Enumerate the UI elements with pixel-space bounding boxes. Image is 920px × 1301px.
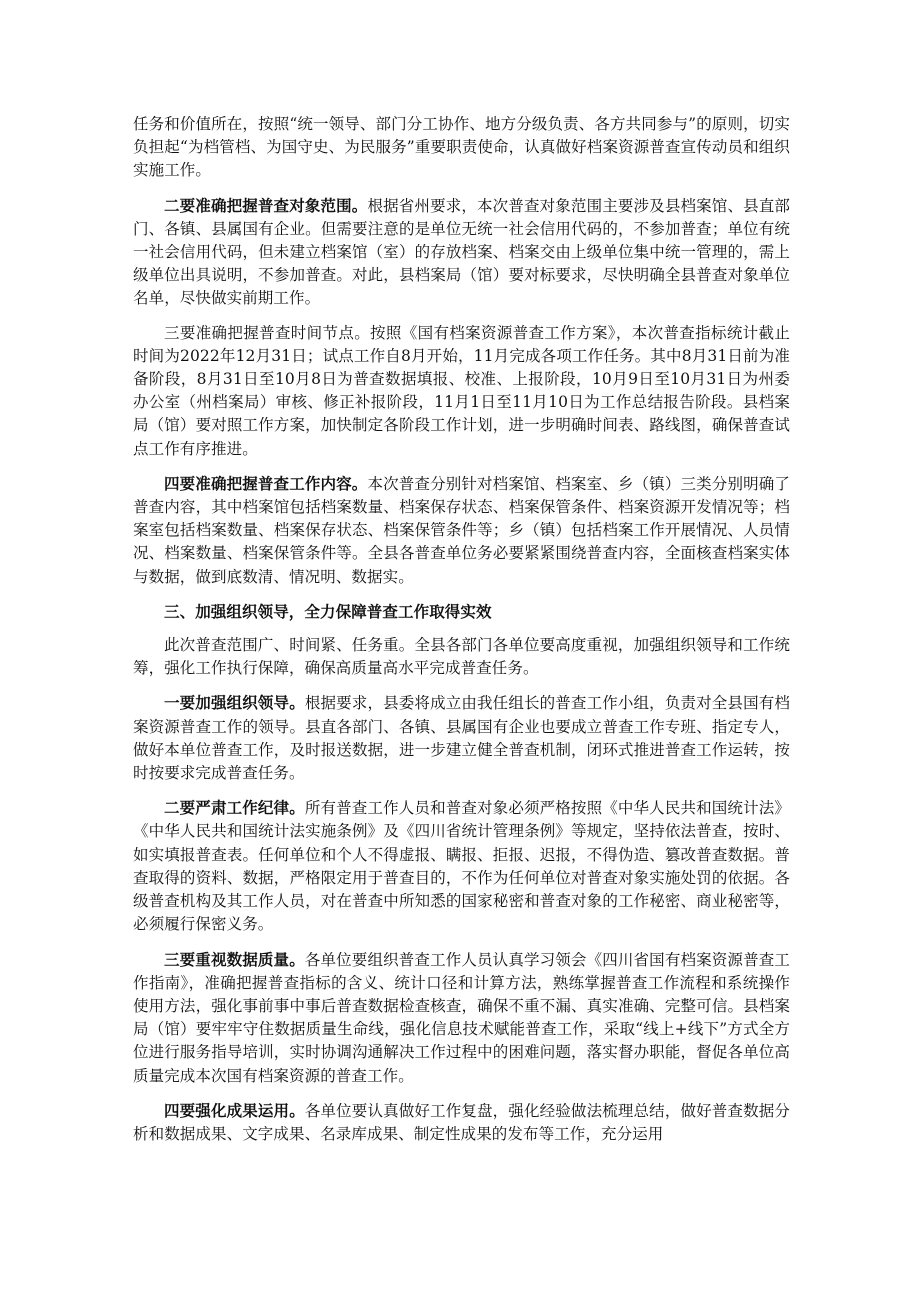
paragraph-text: 所有普查工作人员和普查对象必须严格按照《中华人民共和国统计法》《中华人民共和国统计法实施条例》及《四川省统计管理条例》等规定，坚持依法普查，按时、如实填报普查表。任何单位和个人不得虚报、瞒报、拒报、迟报，不得伪造、篡改普查数据。普查取得的资料、数据，严格限定用于普查目的，不作为任何单位对普查对象实施处罚的依据。各级普查机构及其工作人员，对在普查中所知悉的国家秘密和普查对象的工作秘密、商业秘密等，必须履行保密义务。 — [133, 799, 790, 934]
paragraph-lead: 三要重视数据质量。 — [164, 949, 305, 969]
paragraph-content — [133, 472, 790, 589]
paragraph-lead: 四要强化成果运用。 — [164, 1100, 305, 1120]
section-heading: 三、加强组织领导，全力保障普查工作取得实效 — [164, 601, 492, 621]
paragraph-lead: 一要加强组织领导。 — [164, 693, 305, 713]
document-page — [133, 113, 790, 1146]
paragraph-text: 根据省州要求，本次普查对象范围主要涉及县档案馆、县直部门、各镇、县属国有企业。但需要注意的是单位无统一社会信用代码的，不参加普查；单位有统一社会信用代码，但未建立档案馆（室）的存放档案、档案交由上级单位集中统一管理的，需上级单位出具说明，不参加普查。对此，县档案局（馆）要对标要求，尽快明确全县普查对象单位名单，尽快做实前期工作。 — [133, 196, 790, 308]
paragraph-results — [133, 1099, 790, 1146]
paragraph-scope — [133, 194, 790, 311]
paragraph-text: 本次普查分别针对档案馆、档案室、乡（镇）三类分别明确了普查内容，其中档案馆包括档案数量、档案保存状态、档案保管条件、档案资源开发情况等；档案室包括档案数量、档案保存状态、档案保管条件等；乡（镇）包括档案工作开展情况、人员情况、档案数量、档案保管条件等。全县各普查单位务必要紧紧围绕普查内容，全面核查档案实体与数据，做到底数清、情况明、数据实。 — [133, 474, 790, 586]
paragraph-continuation — [133, 113, 790, 183]
paragraph-text: 根据要求，县委将成立由我任组长的普查工作小组，负责对全县国有档案资源普查工作的领导。县直各部门、各镇、县属国有企业也要成立普查工作专班、指定专人，做好本单位普查工作，及时报送数据，进一步建立健全普查机制，闭环式推进普查工作运转，按时按要求完成普查任务。 — [133, 694, 790, 783]
paragraph-text: 各单位要认真做好工作复盘，强化经验做法梳理总结，做好普查数据分析和数据成果、文字成果、名录库成果、制定性成果的发布等工作，充分运用 — [133, 1101, 790, 1143]
paragraph-lead: 四要准确把握普查工作内容。 — [164, 473, 368, 493]
paragraph-lead: 二要严肃工作纪律。 — [164, 798, 305, 818]
paragraph-text: 各单位要组织普查工作人员认真学习领会《四川省国有档案资源普查工作指南》，准确把握普查指标的含义、统计口径和计算方法，熟练掌握普查工作流程和系统操作使用方法，强化事前事中事后普查数据检查核查，确保不重不漏、真实准确、完整可信。县档案局（馆）要牢牢守住数据质量生命线，强化信息技术赋能普查工作，采取“线上+线下”方式全方位进行服务指导培训，实时协调沟通解决工作过程中的困难问题，落实督办职能，督促各单位高质量完成本次国有档案资源的普查工作。 — [133, 950, 790, 1085]
paragraph-leadership — [133, 691, 790, 785]
paragraph-text: 此次普查范围广、时间紧、任务重。全县各部门各单位要高度重视，加强组织领导和工作统筹，强化工作执行保障，确保高质量高水平完成普查任务。 — [133, 636, 790, 678]
paragraph-intro — [133, 634, 790, 680]
paragraph-discipline — [133, 796, 790, 936]
paragraph-lead: 二要准确把握普查对象范围。 — [164, 195, 368, 215]
paragraph-text: 三要准确把握普查时间节点。按照《国有档案资源普查工作方案》，本次普查指标统计截止时间为2022年12月31日；试点工作自8月开始，11月完成各项工作任务。其中8月31日前为准备阶段，8月31日至10月8日为普查数据填报、校准、上报阶段，10月9日至10月31日为州委办公室（州档案局）审核、修正补报阶段，11月1日至11月10日为工作总结报告阶段。县档案局（馆）要对照工作方案，加快制定各阶段工作计划，进一步明确时间表、路线图，确保普查试点工作有序推进。 — [133, 323, 790, 458]
paragraph-timeline — [133, 322, 790, 461]
paragraph-text: 任务和价值所在，按照“统一领导、部门分工协作、地方分级负责、各方共同参与”的原则，切实负担起“为档管档、为国守史、为民服务”重要职责使命，认真做好档案资源普查宣传动员和组织实施工作。 — [133, 115, 790, 180]
paragraph-data-quality — [133, 948, 790, 1088]
